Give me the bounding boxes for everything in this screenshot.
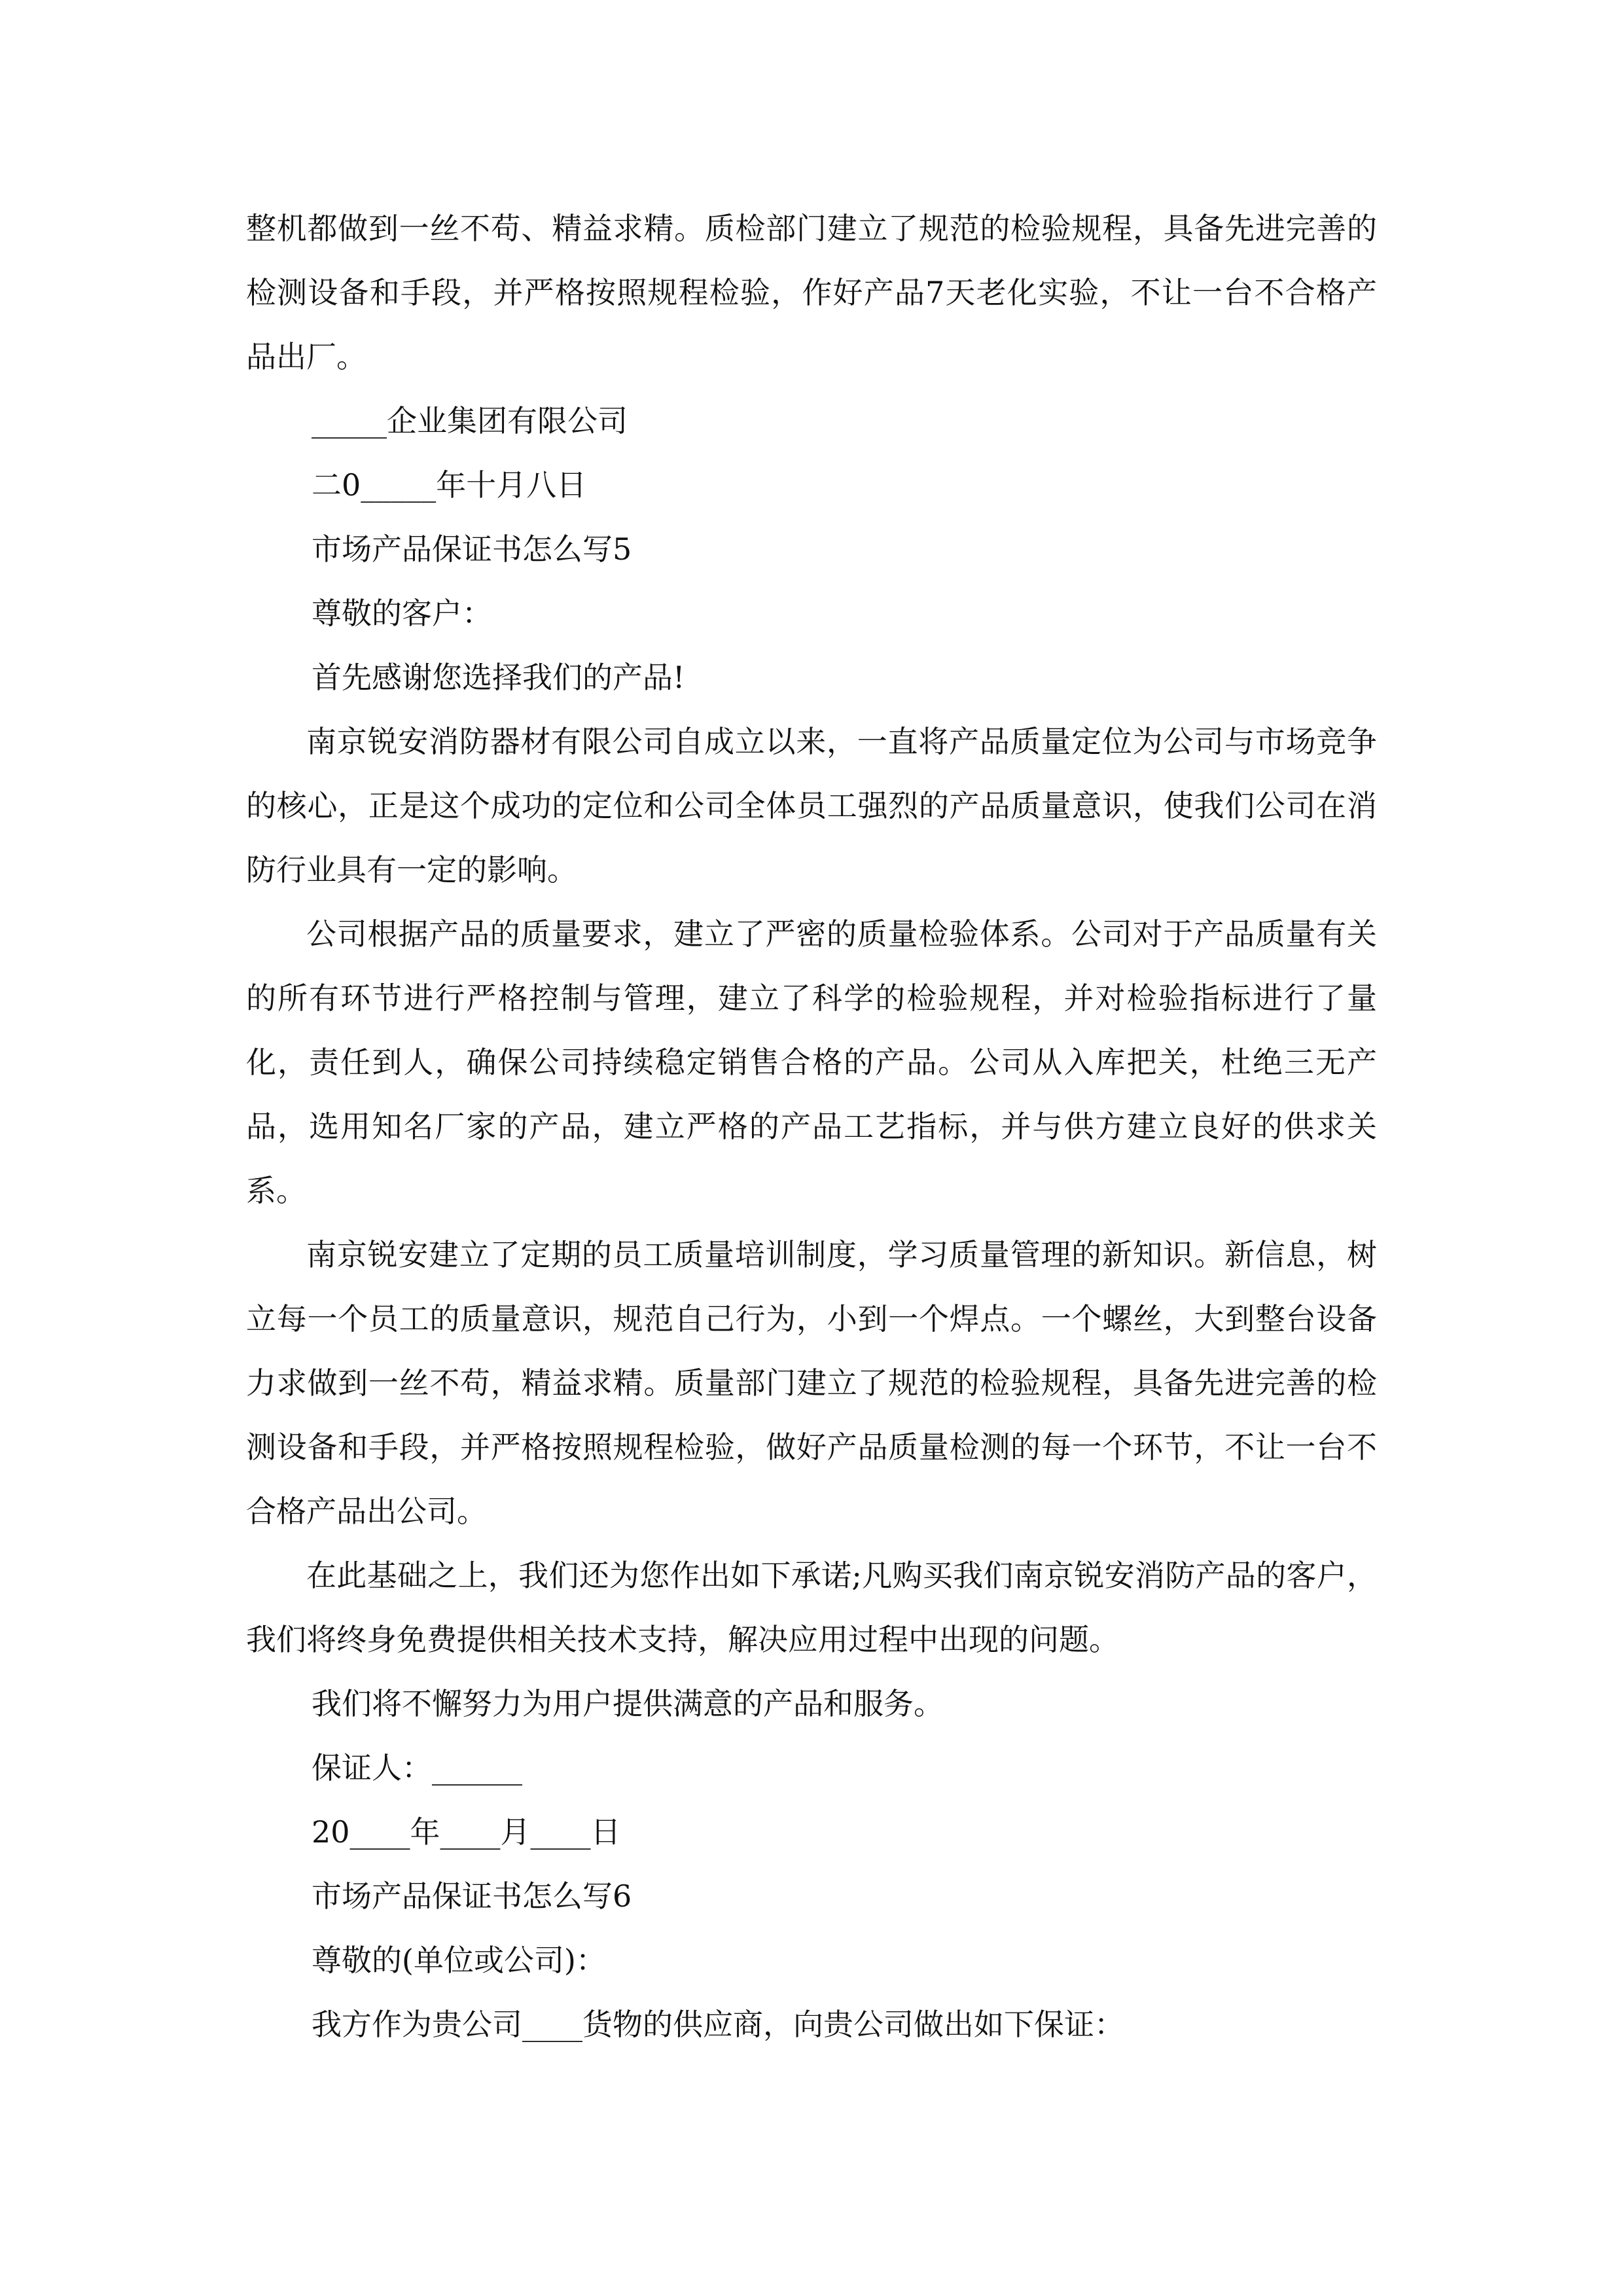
section-heading-5: 市场产品保证书怎么写5 (312, 531, 632, 567)
signature-company: _____企业集团有限公司 (312, 403, 628, 439)
salutation-6: 尊敬的(单位或公司)： (312, 1943, 606, 1978)
company-intro-paragraph: 南京锐安消防器材有限公司自成立以来，一直将产品质量定位为公司与市场竞争的核心，正是这个成功的定位和公司全体员工强烈的产品质量意识，使我们公司在消防行业具有一定的影响。 (246, 724, 1377, 888)
document-body (246, 196, 1377, 2056)
continuation-paragraph: 整机都做到一丝不苟、精益求精。质检部门建立了规范的检验规程，具备先进完善的检测设备和手段，并严格按照规程检验，作好产品7天老化实验，不让一台不合格产品出厂。 (246, 211, 1377, 374)
commitment-paragraph: 在此基础之上，我们还为您作出如下承诺;凡购买我们南京锐安消防产品的客户，我们将终身免费提供相关技术支持，解决应用过程中出现的问题。 (246, 1558, 1377, 1657)
section-heading-6: 市场产品保证书怎么写6 (312, 1878, 632, 1914)
date-line: 20____年____月____日 (312, 1814, 621, 1850)
signature-date: 二0_____年十月八日 (312, 467, 587, 503)
salutation-5: 尊敬的客户： (312, 596, 492, 631)
guarantor-line: 保证人：______ (312, 1750, 522, 1785)
quality-system-paragraph: 公司根据产品的质量要求，建立了严密的质量检验体系。公司对于产品质量有关的所有环节进行严格控制与管理，建立了科学的检验规程，并对检验指标进行了量化，责任到人，确保公司持续稳定销售合格的产品。公司从入库把关，杜绝三无产品，选用知名厂家的产品，建立严格的产品工艺指标，并与供方建立良好的供求关系。 (246, 916, 1377, 1208)
training-paragraph: 南京锐安建立了定期的员工质量培训制度，学习质量管理的新知识。新信息，树立每一个员工的质量意识，规范自己行为，小到一个焊点。一个螺丝，大到整台设备力求做到一丝不苟，精益求精。质量部门建立了规范的检验规程，具备先进完善的检测设备和手段，并严格按照规程检验，做好产品质量检测的每一个环节，不让一台不合格产品出公司。 (246, 1237, 1377, 1529)
thanks-paragraph: 首先感谢您选择我们的产品! (312, 660, 685, 695)
supplier-paragraph: 我方作为贵公司____货物的供应商，向贵公司做出如下保证： (312, 2007, 1124, 2042)
closing-paragraph: 我们将不懈努力为用户提供满意的产品和服务。 (312, 1686, 944, 1721)
